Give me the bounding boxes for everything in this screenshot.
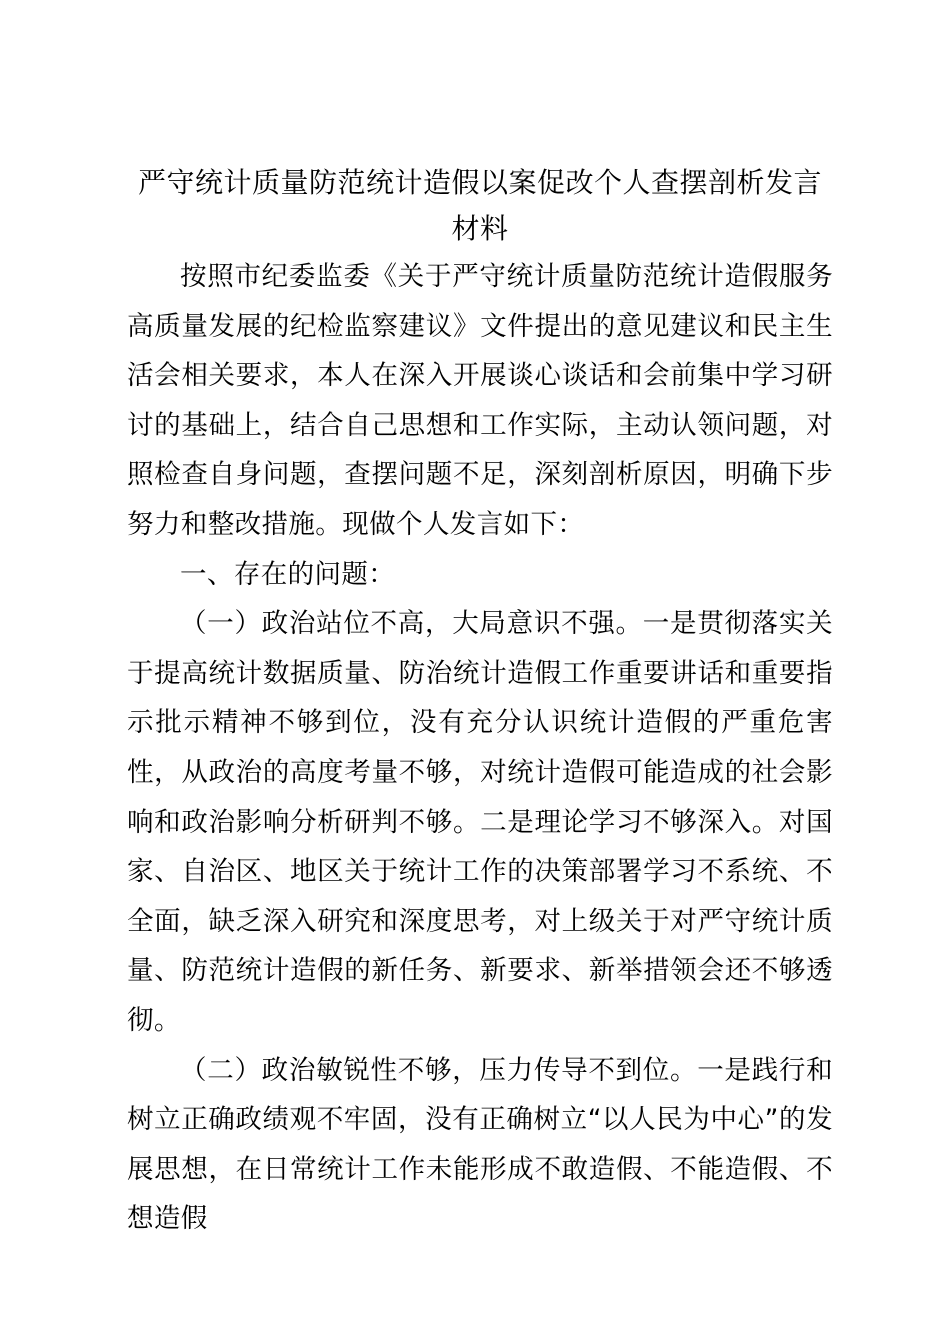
section-heading-problems: 一、存在的问题： <box>180 558 396 590</box>
document-title: 严守统计质量防范统计造假以案促改个人查摆剖析发言材料 <box>137 166 822 245</box>
document-body <box>127 160 833 1244</box>
problem-item-2: （二）政治敏锐性不够，压力传导不到位。一是践行和树立正确政绩观不牢固，没有正确树立“以人民为中心”的发展思想，在日常统计工作未能形成不敢造假、不能造假、不想造假 <box>127 1054 833 1235</box>
problem-item-1: （一）政治站位不高，大局意识不强。一是贯彻落实关于提高统计数据质量、防治统计造假工作重要讲话和重要指示批示精神不够到位，没有充分认识统计造假的严重危害性，从政治的高度考量不够，对统计造假可能造成的社会影响和政治影响分析研判不够。二是理论学习不够深入。对国家、自治区、地区关于统计工作的决策部署学习不系统、不全面，缺乏深入研究和深度思考，对上级关于对严守统计质量、防范统计造假的新任务、新要求、新举措领会还不够透彻。 <box>127 608 833 1036</box>
intro-paragraph: 按照市纪委监委《关于严守统计质量防范统计造假服务高质量发展的纪检监察建议》文件提出的意见建议和民主生活会相关要求，本人在深入开展谈心谈话和会前集中学习研讨的基础上，结合自己思想和工作实际，主动认领问题，对照检查自身问题，查摆问题不足，深刻剖析原因，明确下步努力和整改措施。现做个人发言如下： <box>127 261 833 540</box>
